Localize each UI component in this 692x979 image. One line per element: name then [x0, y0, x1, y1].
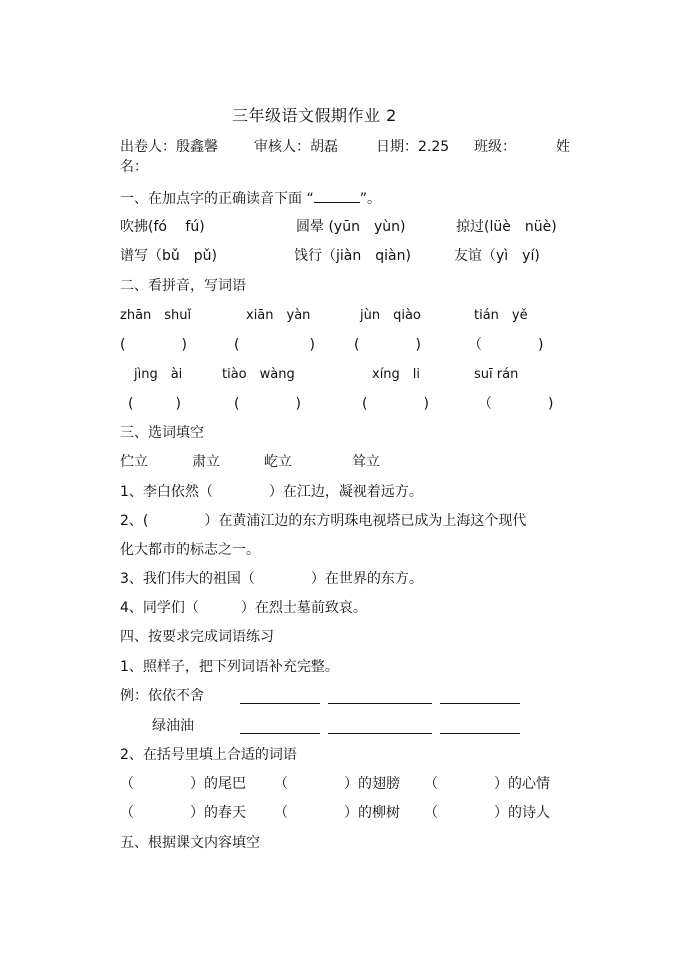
answer-bracket: ( ): [128, 396, 181, 412]
answer-line: [440, 703, 520, 704]
pronunciation-item: 掠过(lüè nüè): [456, 219, 557, 235]
word-choice: 伫立: [120, 454, 148, 470]
pronunciation-item: 吹拂(fó fú): [120, 219, 205, 235]
pronunciation-item: 谱写（bǔ pǔ): [120, 248, 217, 264]
fill-phrase: （ ）的尾巴: [120, 776, 246, 792]
pinyin-word: xíng li: [372, 367, 421, 382]
section2-heading: 二、看拼音，写词语: [120, 278, 246, 294]
section1-heading-end: ”。: [359, 191, 381, 207]
example-word: 绿油油: [152, 718, 194, 734]
section5-heading: 五、根据课文内容填空: [120, 835, 260, 851]
fill-phrase: （ ）的心情: [424, 776, 550, 792]
pinyin-word: suī rán: [474, 367, 519, 382]
pinyin-word: jùn qiào: [360, 308, 421, 323]
answer-bracket: ( ): [234, 337, 315, 353]
fill-phrase: （ ）的诗人: [424, 805, 550, 821]
section4-heading: 四、按要求完成词语练习: [120, 629, 274, 645]
section1-heading-text: 一、在加点字的正确读音下面 “: [120, 191, 314, 207]
answer-bracket: ( ): [120, 337, 187, 353]
example-label: 例：依依不舍: [120, 688, 204, 704]
fill-question-continued: 化大都市的标志之一。: [120, 542, 260, 558]
fill-question: 3、我们伟大的祖国（ ）在世界的东方。: [120, 571, 423, 587]
answer-bracket: （ ): [468, 337, 544, 353]
pinyin-word: tiào wàng: [222, 367, 295, 382]
answer-bracket: （ ): [478, 396, 554, 412]
word-choice: 肃立: [192, 454, 220, 470]
reviewer-label: 审核人：胡磊: [254, 139, 338, 155]
fill-phrase: （ ）的春天: [120, 805, 246, 821]
pinyin-word: tián yě: [474, 308, 528, 323]
answer-line: [240, 733, 320, 734]
answer-bracket: ( ): [354, 337, 421, 353]
pronunciation-item: 圆晕 (yūn yùn): [296, 219, 406, 235]
answer-bracket: ( ): [234, 396, 301, 412]
answer-bracket: ( ): [362, 396, 429, 412]
answer-line: [328, 703, 432, 704]
subquestion-heading: 1、照样子，把下列词语补充完整。: [120, 659, 339, 675]
class-label: 班级：: [474, 139, 516, 155]
pronunciation-item: 友谊（yì yí): [454, 248, 540, 264]
page-title: 三年级语文假期作业 2: [232, 106, 397, 125]
section3-heading: 三、选词填空: [120, 425, 204, 441]
name-label-part1: 姓: [556, 139, 570, 155]
pronunciation-item: 饯行（jiàn qiàn): [294, 248, 411, 264]
answer-line: [440, 733, 520, 734]
fill-phrase: （ ）的柳树: [274, 805, 400, 821]
fill-question: 1、李白依然（ ）在江边，凝视着远方。: [120, 484, 423, 500]
fill-question: 4、同学们（ ）在烈士墓前致哀。: [120, 600, 367, 616]
word-choice: 耸立: [352, 454, 380, 470]
word-choice: 屹立: [264, 454, 292, 470]
fill-phrase: （ ）的翅膀: [274, 776, 400, 792]
section1-heading: [120, 190, 381, 206]
pinyin-word: jìng ài: [134, 367, 183, 382]
answer-line: [240, 703, 320, 704]
pinyin-word: xiān yàn: [246, 308, 311, 323]
pinyin-word: zhān shuǐ: [120, 308, 192, 323]
fill-question: 2、( ）在黄浦江边的东方明珠电视塔已成为上海这个现代: [120, 513, 527, 529]
answer-blank: [314, 190, 360, 203]
name-label-part2: 名：: [120, 159, 148, 175]
author-label: 出卷人：殷鑫馨: [120, 139, 218, 155]
subquestion-heading: 2、在括号里填上合适的词语: [120, 747, 297, 763]
date-label: 日期：2.25: [376, 139, 450, 155]
answer-line: [328, 733, 432, 734]
